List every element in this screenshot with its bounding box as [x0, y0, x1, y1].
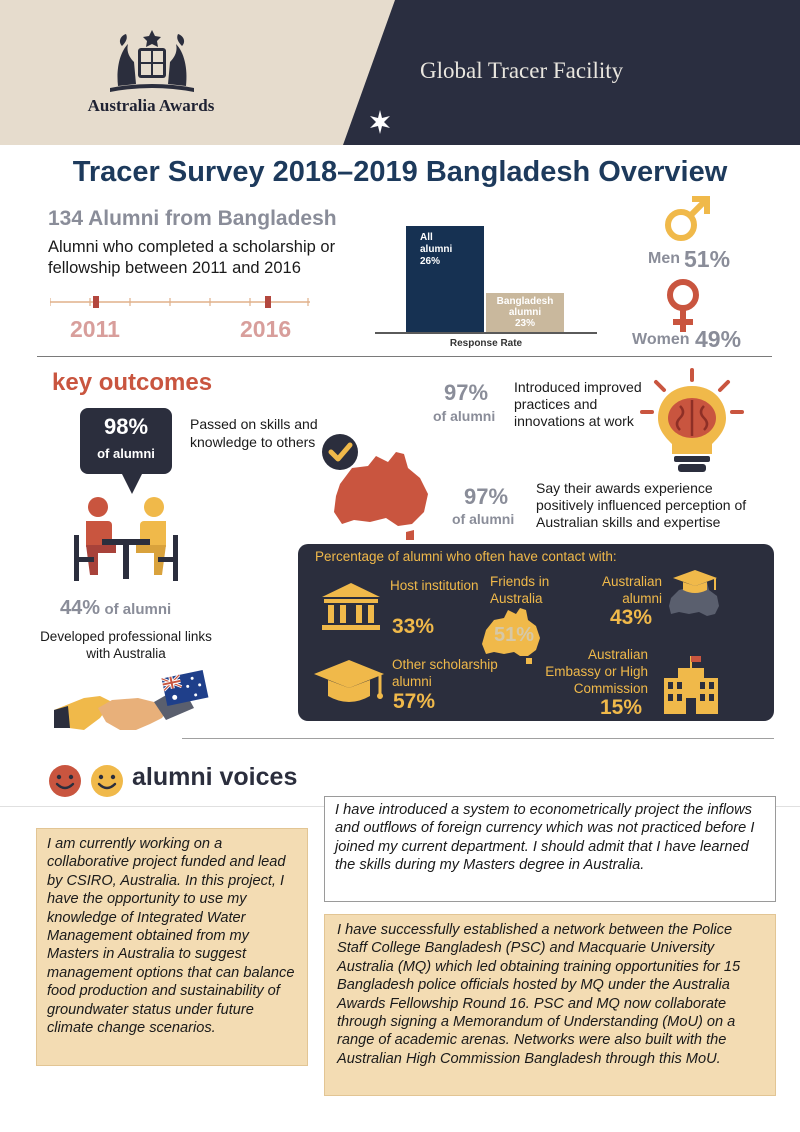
- bar-all-label-2: alumni: [420, 244, 453, 255]
- australian-flag-icon: [162, 670, 209, 706]
- skills-description: Passed on skills and knowledge to others: [190, 416, 318, 450]
- other-scholarship-value: 57%: [393, 690, 436, 713]
- year-start: 2011: [70, 316, 120, 342]
- facility-title: Global Tracer Facility: [420, 58, 624, 83]
- friends-value: 51%: [494, 624, 535, 646]
- embassy-value: 15%: [600, 696, 643, 719]
- bar-all-value: 26%: [420, 256, 441, 267]
- skills-of-alumni: of alumni: [97, 446, 155, 461]
- bar-bgd-label-1: Bangladesh: [496, 296, 554, 307]
- host-institution-value: 33%: [392, 615, 435, 638]
- alumni-count: 134 Alumni from Bangladesh: [48, 207, 337, 230]
- australia-map-icon: [318, 432, 452, 544]
- section-divider: [182, 738, 774, 739]
- embassy-building-icon: [660, 654, 722, 716]
- contact-title: Percentage of alumni who often have contact with:: [315, 549, 617, 564]
- other-scholarship-label: Other scholarship alumni: [392, 657, 498, 689]
- smiley-face-icon: [48, 764, 82, 798]
- friends-label: Friends in Australia: [490, 574, 550, 606]
- practices-description: Introduced improved practices and innovations at work: [514, 379, 642, 429]
- alumni-quote: I have introduced a system to econometrically project the inflows and outflows of foreign currency which was not practiced before I joined my current department. I should admit that I have learned the skills during my Masters degree in Australia.: [324, 796, 776, 902]
- women-label: Women: [632, 331, 690, 348]
- links-description: Developed professional links with Australia: [40, 629, 212, 661]
- coat-of-arms-icon: [104, 28, 200, 96]
- bar-bgd-label-2: alumni: [508, 307, 542, 318]
- women-value: 49%: [695, 326, 742, 352]
- men-label: Men: [648, 250, 680, 267]
- alumni-quote: I have successfully established a network between the Police Staff College Bangladesh (PSC) and Macquarie University Australia (MQ) which led obtaining training opportunities for 15 Bangladesh police officials hosted by MQ under the Australia Awards Fellowship Round 16. PSC and MQ now collaborate through signing a Memorandum of Understanding (MoU) on a range of academic arenas. Networks were also built with the Australian High Commission Bangladesh through this MoU.: [324, 914, 776, 1096]
- speech-bubble-tail: [121, 472, 143, 494]
- practices-of-alumni: of alumni: [433, 408, 496, 424]
- perception-of-alumni: of alumni: [452, 511, 515, 527]
- star-icon: [368, 110, 392, 134]
- timeline-marker-start: [93, 296, 99, 308]
- bar-bangladesh-alumni: [486, 293, 564, 332]
- practices-percent: 97%: [444, 380, 489, 405]
- response-rate-label: Response Rate: [449, 338, 523, 349]
- bar-all-alumni: [406, 226, 484, 332]
- australian-alumni-value: 43%: [610, 606, 653, 629]
- links-of-alumni: of alumni: [104, 601, 172, 618]
- section-divider: [37, 356, 772, 357]
- handshake-icon: [54, 668, 210, 738]
- embassy-label: Australian Embassy or High Commission: [545, 647, 648, 696]
- men-value: 51%: [684, 246, 731, 272]
- year-end: 2016: [240, 316, 292, 342]
- alumni-quote: I am currently working on a collaborative project funded and lead by CSIRO, Australia. In this project, I have the opportunity to use my knowledge of Integrated Water Management obtained from my Masters in Australia to suggest management options that can balance food production and sustainability of groundwater status under future climate change scenarios.: [36, 828, 308, 1066]
- host-institution-label: Host institution: [390, 578, 479, 593]
- bar-all-label-1: All: [420, 232, 433, 243]
- timeline-marker-end: [265, 296, 271, 308]
- brand-name: Australia Awards: [87, 96, 215, 115]
- key-outcomes-heading: key outcomes: [52, 369, 213, 396]
- perception-description: Say their awards experience positively influenced perception of Australian skills and expertise: [536, 480, 747, 530]
- meeting-people-icon: [72, 495, 180, 583]
- links-percent: 44%: [60, 597, 101, 619]
- graduation-cap-australia-icon: [665, 568, 725, 618]
- links-stat: [60, 597, 171, 620]
- perception-percent: 97%: [464, 484, 509, 509]
- bar-axis: [375, 332, 597, 334]
- bar-bgd-value: 23%: [514, 318, 535, 329]
- timeline: [50, 292, 310, 312]
- institution-building-icon: [320, 581, 382, 631]
- alumni-description: Alumni who completed a scholarship or fellowship between 2011 and 2016: [48, 238, 336, 277]
- skills-percent: 98%: [103, 414, 149, 439]
- graduation-cap-icon: [312, 658, 386, 710]
- lightbulb-brain-icon: [640, 368, 744, 474]
- alumni-voices-heading: alumni voices: [132, 763, 298, 791]
- australian-alumni-label: Australian alumni: [601, 574, 662, 606]
- male-symbol-icon: [662, 196, 710, 244]
- smiley-face-icon: [90, 764, 124, 798]
- page-title: Tracer Survey 2018–2019 Bangladesh Overview: [72, 156, 728, 188]
